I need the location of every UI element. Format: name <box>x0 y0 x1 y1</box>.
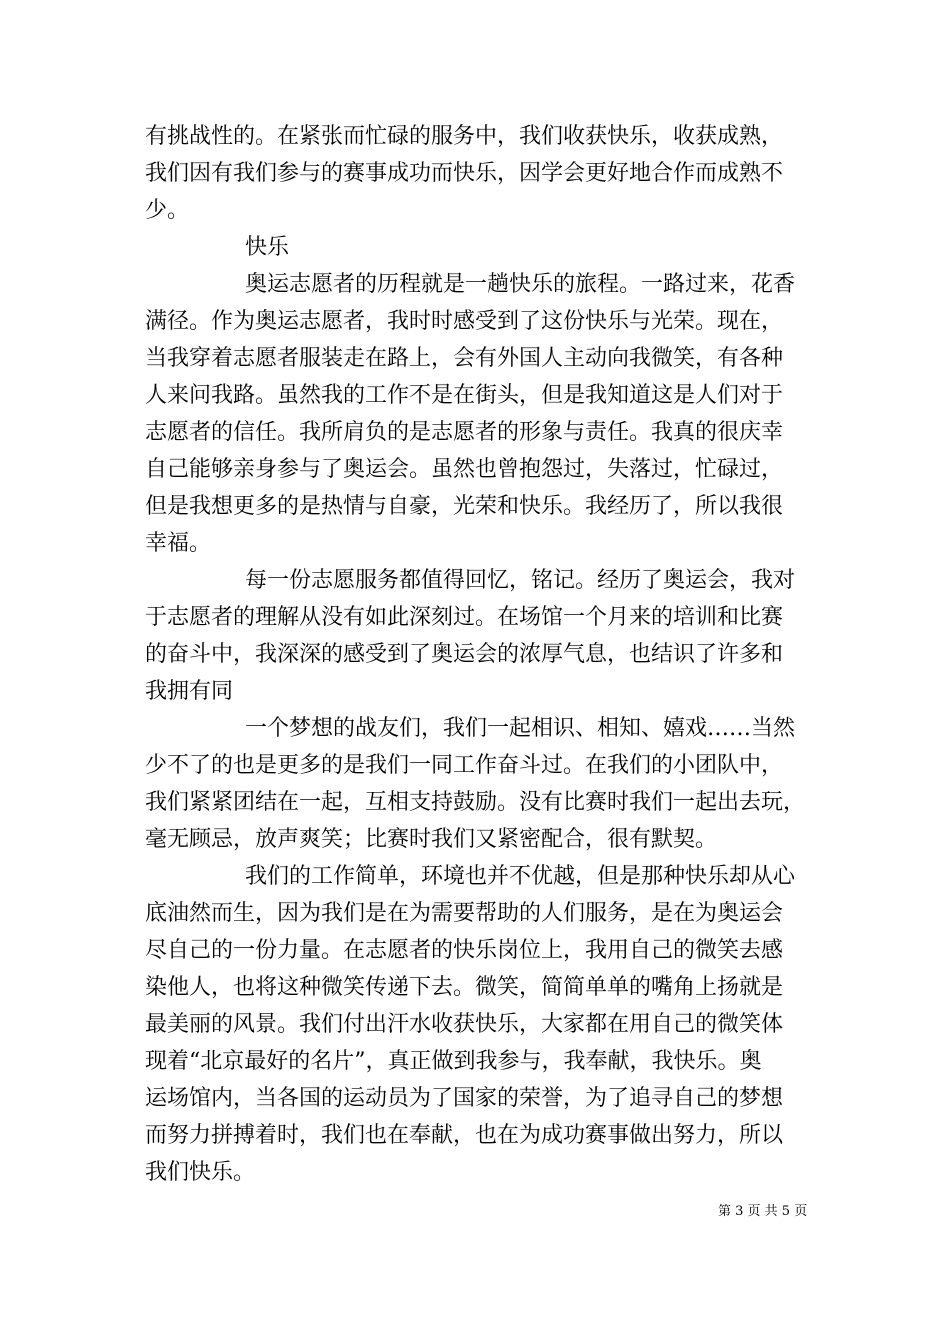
text-line: 染他人，也将这种微笑传递下去。微笑，简简单单的嘴角上扬就是 <box>145 975 784 1000</box>
text-line: 但是我想更多的是热情与自豪，光荣和快乐。我经历了，所以我很 <box>145 494 784 519</box>
page-number-footer: 第 3 页 共 5 页 <box>718 1204 808 1219</box>
text-line: 当我穿着志愿者服装走在路上，会有外国人主动向我微笑，有各种 <box>145 346 784 371</box>
text-line: 志愿者的信任。我所肩负的是志愿者的形象与责任。我真的很庆幸 <box>145 420 784 445</box>
text-line: 我拥有同 <box>145 679 234 704</box>
text-line: 少。 <box>145 198 190 223</box>
text-line: 我们快乐。 <box>145 1160 256 1185</box>
text-line: 一个梦想的战友们，我们一起相识、相知、嬉戏……当然 <box>245 716 796 741</box>
text-line: 的奋斗中，我深深的感受到了奥运会的浓厚气息，也结识了许多和 <box>145 642 784 667</box>
text-line: 少不了的也是更多的是我们一同工作奋斗过。在我们的小团队中， <box>145 753 784 778</box>
text-line: 幸福。 <box>145 531 212 556</box>
text-line: 人来问我路。虽然我的工作不是在街头，但是我知道这是人们对于 <box>145 383 784 408</box>
section-heading: 快乐 <box>245 235 290 260</box>
text-line: 最美丽的风景。我们付出汗水收获快乐，大家都在用自己的微笑体 <box>145 1012 784 1037</box>
text-line: 现着“北京最好的名片”，真正做到我参与，我奉献，我快乐。奥 <box>145 1049 762 1074</box>
text-line: 尽自己的一份力量。在志愿者的快乐岗位上，我用自己的微笑去感 <box>145 938 784 963</box>
text-line: 毫无顾忌，放声爽笑；比赛时我们又紧密配合，很有默契。 <box>145 827 718 852</box>
text-line: 而努力拼搏着时，我们也在奉献，也在为成功赛事做出努力，所以 <box>145 1123 784 1148</box>
text-line: 自己能够亲身参与了奥运会。虽然也曾抱怨过，失落过，忙碌过， <box>145 457 784 482</box>
text-line: 我们的工作简单，环境也并不优越，但是那种快乐却从心 <box>245 864 796 889</box>
text-line: 每一份志愿服务都值得回忆，铭记。经历了奥运会，我对 <box>245 568 796 593</box>
text-line: 有挑战性的。在紧张而忙碌的服务中，我们收获快乐，收获成熟， <box>145 124 784 149</box>
text-line: 我们紧紧团结在一起，互相支持鼓励。没有比赛时我们一起出去玩， <box>145 790 806 815</box>
text-line: 满径。作为奥运志愿者，我时时感受到了这份快乐与光荣。现在， <box>145 309 784 334</box>
text-line: 于志愿者的理解从没有如此深刻过。在场馆一个月来的培训和比赛 <box>145 605 784 630</box>
text-line: 底油然而生，因为我们是在为需要帮助的人们服务，是在为奥运会 <box>145 901 784 926</box>
text-line: 我们因有我们参与的赛事成功而快乐，因学会更好地合作而成熟不 <box>145 161 784 186</box>
text-line: 奥运志愿者的历程就是一趟快乐的旅程。一路过来，花香 <box>245 272 796 297</box>
text-line: 运场馆内，当各国的运动员为了国家的荣誉，为了追寻自己的梦想 <box>145 1086 784 1111</box>
